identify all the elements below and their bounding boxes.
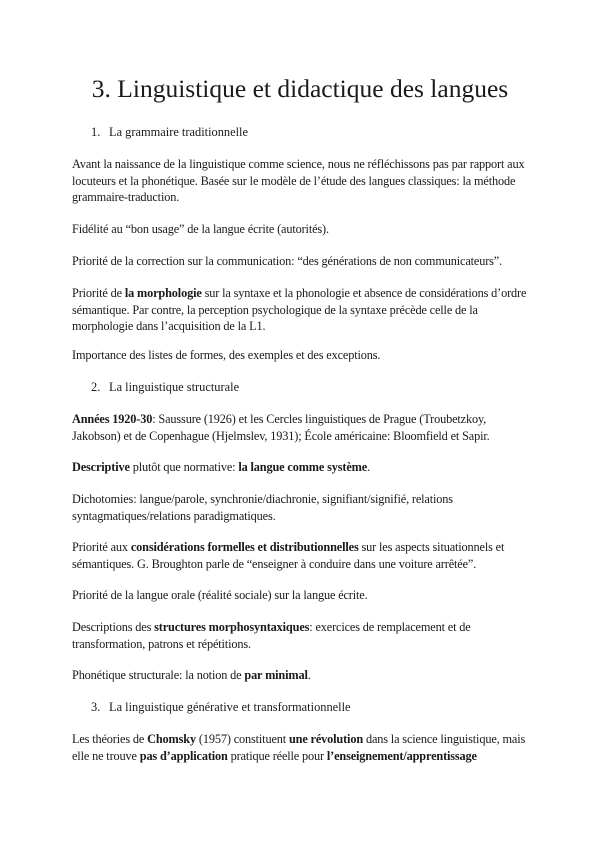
- paragraph: Priorité de la langue orale (réalité sociale) sur la langue écrite.: [72, 588, 368, 602]
- section-heading-text: La linguistique générative et transformationnelle: [109, 700, 351, 714]
- emphasis: pas d’application: [139, 748, 228, 763]
- emphasis: Descriptive: [72, 460, 130, 474]
- paragraph: Priorité aux considérations formelles et distributionnelles sur les aspects situationnels et sémantiques. G. Broughton parle de “enseigner à conduire dans une voiture arrêtée”.: [72, 540, 505, 571]
- paragraph: Dichotomies: langue/parole, synchronie/diachronie, signifiant/signifié, relations syntagmatiques/relations paradigmatiques.: [72, 492, 453, 523]
- paragraph: Phonétique structurale: la notion de par minimal.: [72, 668, 311, 682]
- emphasis: par minimal: [244, 668, 308, 682]
- section-heading-text: La linguistique structurale: [109, 380, 240, 394]
- emphasis: Années 1920-30: [72, 412, 153, 426]
- emphasis: Chomsky: [147, 732, 196, 746]
- emphasis: la langue comme système: [238, 460, 368, 474]
- paragraph: Fidélité au “bon usage” de la langue écrite (autorités).: [72, 222, 329, 236]
- emphasis: structures morphosyntaxiques: [154, 620, 310, 634]
- paragraph: Priorité de la correction sur la communication: “des générations de non communicateurs”.: [72, 254, 503, 268]
- section-heading-1: [91, 124, 248, 140]
- paragraph: Les théories de Chomsky (1957) constituent une révolution dans la science linguistique, mais elle ne trouve pas d’application pratique réelle pour l’enseignement/apprentissage: [72, 732, 526, 763]
- emphasis: une révolution: [288, 732, 364, 746]
- section-heading-text: La grammaire traditionnelle: [109, 125, 248, 139]
- emphasis: l’enseignement/apprentissage: [326, 748, 477, 763]
- paragraph: Descriptive plutôt que normative: la langue comme système.: [72, 460, 370, 474]
- page-title: 3. Linguistique et didactique des langues: [91, 74, 509, 103]
- paragraph: Avant la naissance de la linguistique comme science, nous ne réfléchissons pas par rapport aux locuteurs et la phonétique. Basée sur le modèle de l’étude des langues classiques: la méthode grammaire-traduction.: [72, 157, 525, 204]
- section-heading-3: [91, 699, 351, 715]
- emphasis: la morphologie: [124, 286, 202, 300]
- paragraph: Priorité de la morphologie sur la syntaxe et la phonologie et absence de considérations d’ordre sémantique. Par contre, la perception psychologique de la syntaxe précède celle de la morphologie dans l’acquisition de la L1.: [72, 286, 527, 333]
- section-heading-2: [91, 379, 239, 395]
- paragraph: Descriptions des structures morphosyntaxiques: exercices de remplacement et de transformation, patrons et répétitions.: [72, 620, 471, 651]
- emphasis: considérations formelles et distributionnelles: [130, 540, 359, 554]
- section-number: 2.: [91, 380, 101, 394]
- section-number: 1.: [91, 125, 101, 139]
- paragraph: Années 1920-30: Saussure (1926) et les Cercles linguistiques de Prague (Troubetzkoy, Jakobson) et de Copenhague (Hjelmslev, 1931); École américaine: Bloomfield et Sapir.: [72, 412, 490, 443]
- paragraph: Importance des listes de formes, des exemples et des exceptions.: [72, 348, 381, 362]
- section-number: 3.: [91, 700, 101, 714]
